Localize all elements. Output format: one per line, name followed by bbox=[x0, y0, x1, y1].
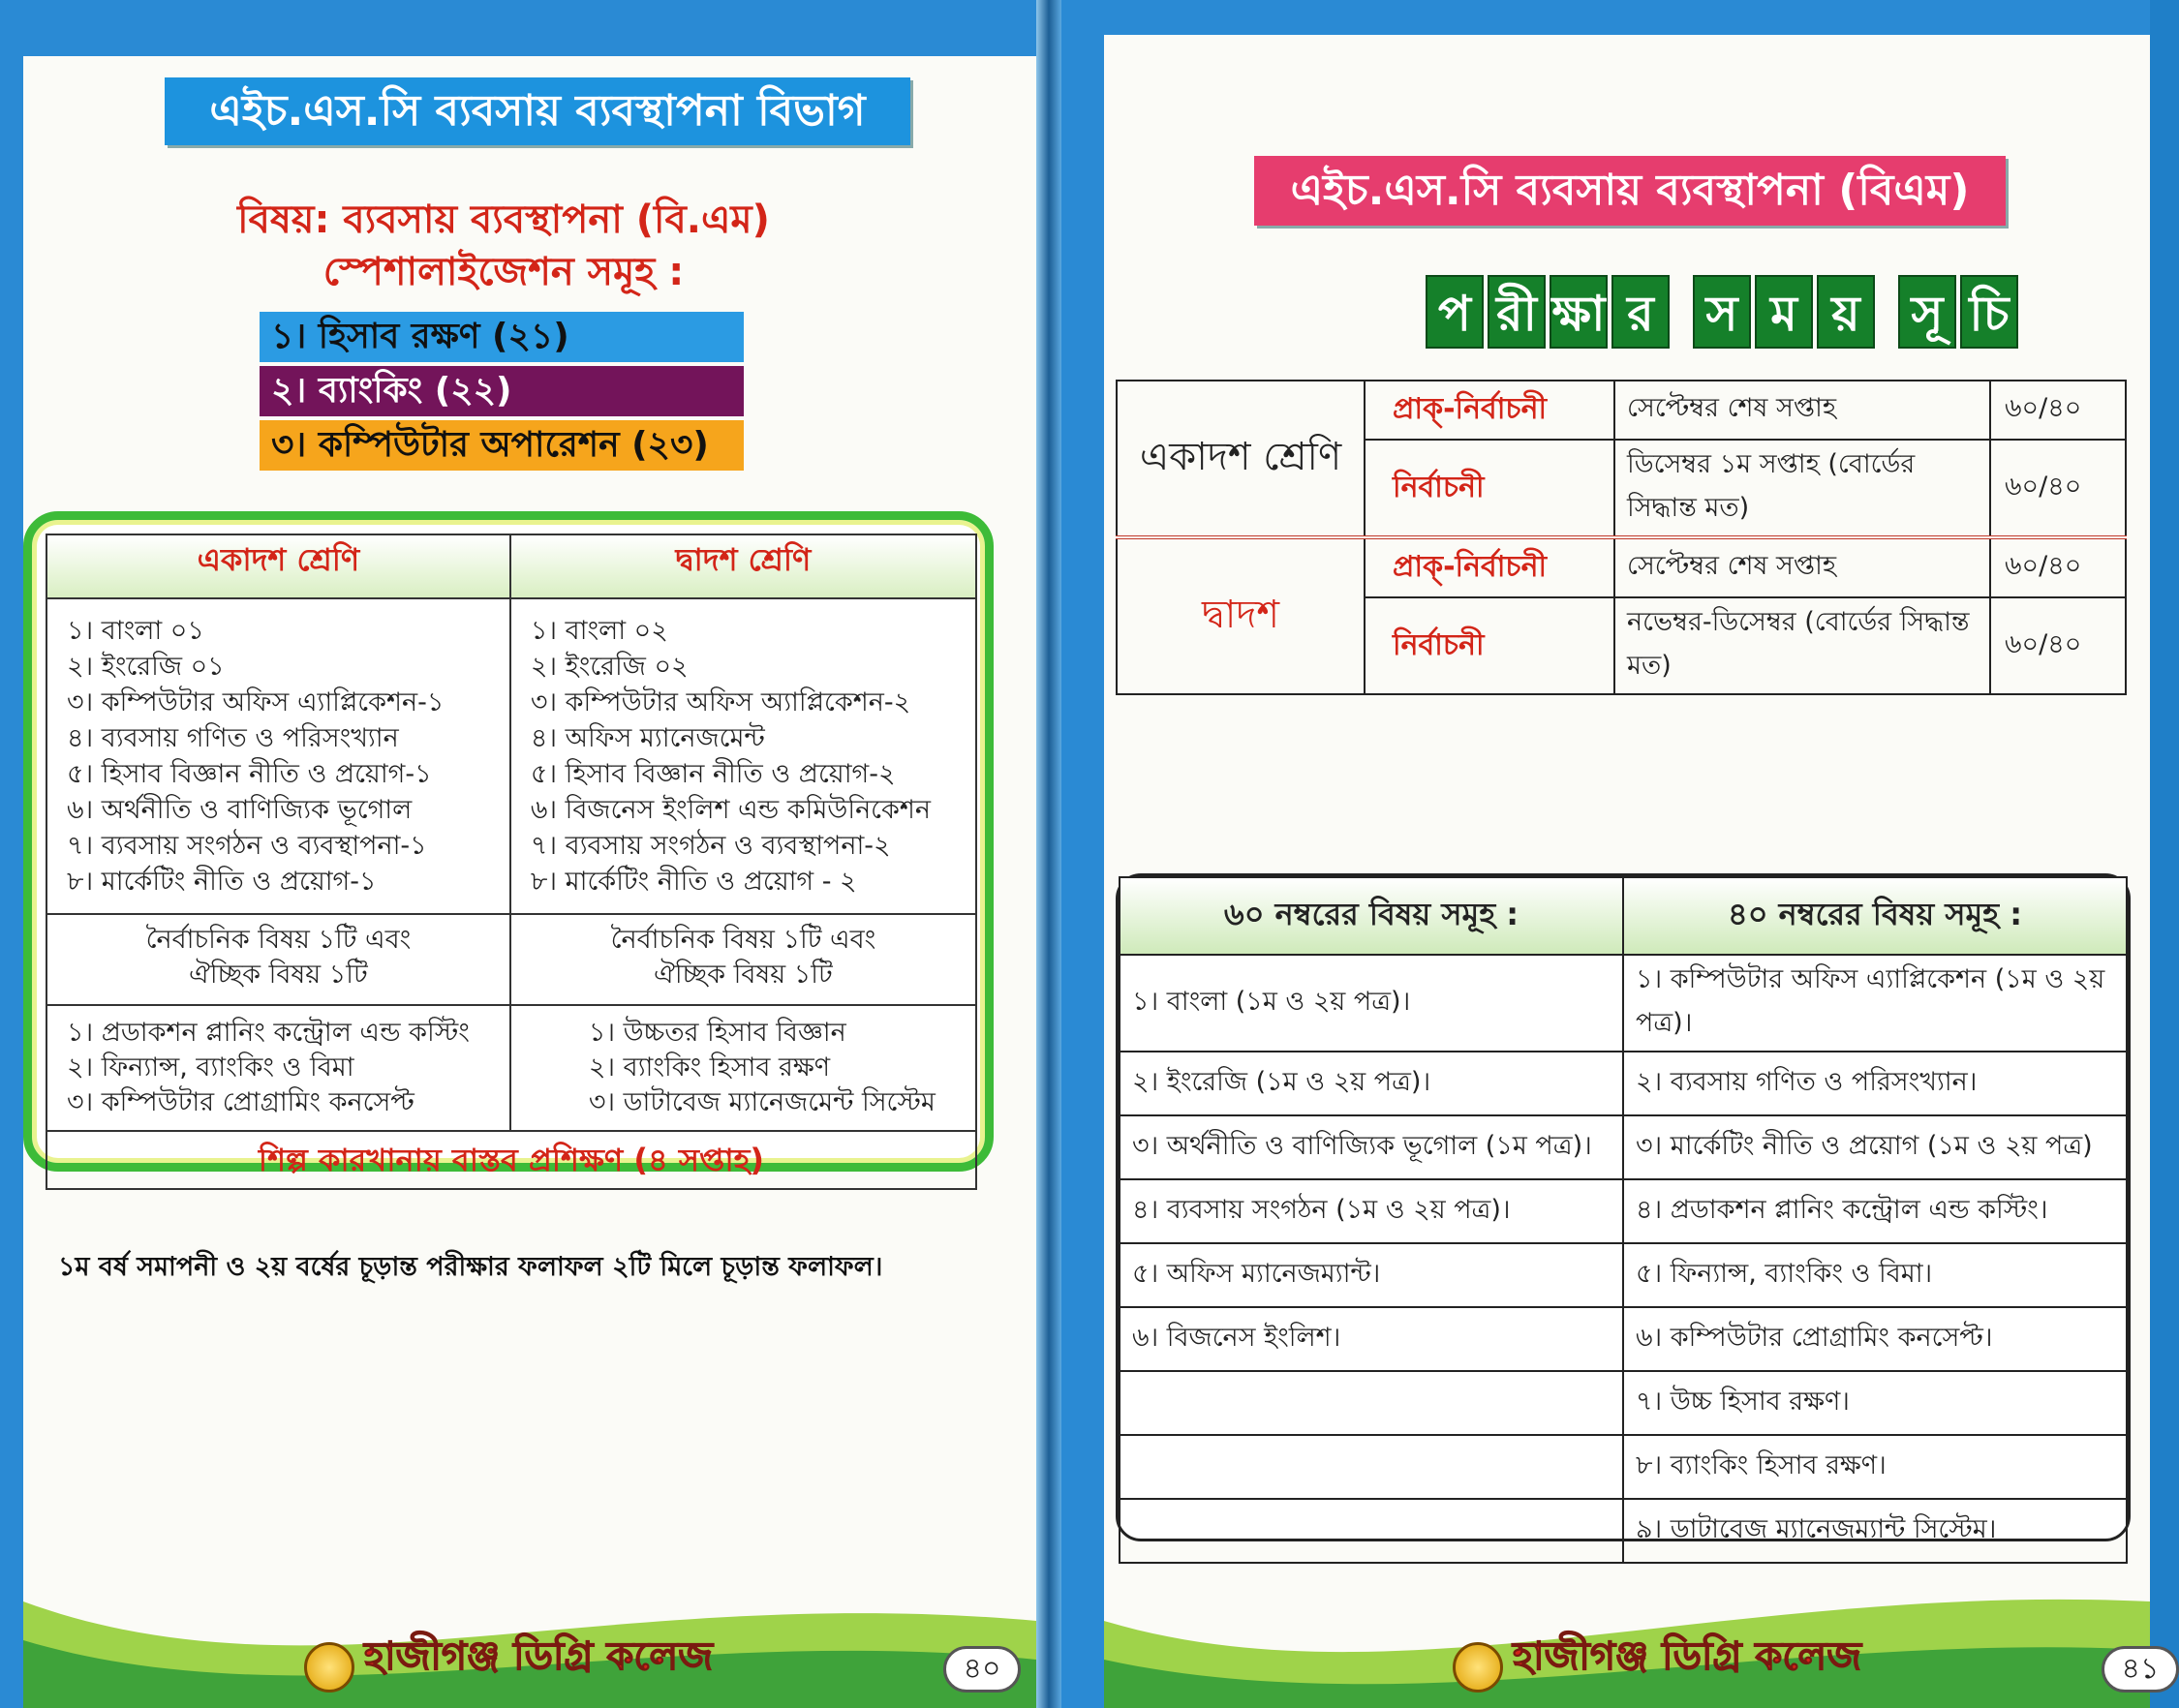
exam-time: সেপ্টেম্বর শেষ সপ্তাহ bbox=[1614, 381, 1990, 440]
table-cell bbox=[1120, 1499, 1623, 1563]
table-cell: ৩। মার্কেটিং নীতি ও প্রয়োগ (১ম ও ২য় পত্র) bbox=[1623, 1115, 2127, 1179]
class-11-optional bbox=[46, 914, 510, 1005]
page-number: ৪১ bbox=[2102, 1646, 2179, 1693]
list-item: ৪। ব্যবসায় গণিত ও পরিসংখ্যান bbox=[67, 723, 399, 753]
marks-60-header: ৬০ নম্বরের বিষয় সমূহ : bbox=[1120, 877, 1623, 955]
specialization-computer-operation: ৩। কম্পিউটার অপারেশন (২৩) bbox=[260, 420, 744, 471]
table-cell bbox=[1120, 1435, 1623, 1499]
table-cell: ৪। ব্যবসায় সংগঠন (১ম ও ২য় পত্র)। bbox=[1120, 1179, 1623, 1243]
list-item: ১। প্রডাকশন প্লানিং কন্ট্রোল এন্ড কস্টিং bbox=[67, 1018, 470, 1048]
title-char: রী bbox=[1488, 275, 1546, 349]
table-cell: ২। ইংরেজি (১ম ও ২য় পত্র)। bbox=[1120, 1052, 1623, 1115]
table-cell: ৩। অর্থনীতি ও বাণিজ্যিক ভূগোল (১ম পত্র)। bbox=[1120, 1115, 1623, 1179]
optional-line: ঐচ্ছিক বিষয় ১টি bbox=[654, 960, 833, 990]
table-cell: ৪। প্রডাকশন প্লানিং কন্ট্রোল এন্ড কস্টিং। bbox=[1623, 1179, 2127, 1243]
exam-schedule-table bbox=[1116, 380, 2127, 695]
exam-type: নির্বাচনী bbox=[1365, 440, 1614, 537]
exam-time: সেপ্টেম্বর শেষ সপ্তাহ bbox=[1614, 537, 1990, 597]
college-emblem-icon bbox=[1453, 1642, 1503, 1693]
list-item: ১। উচ্চতর হিসাব বিজ্ঞান bbox=[588, 1018, 846, 1048]
table-cell: ২। ব্যবসায় গণিত ও পরিসংখ্যান। bbox=[1623, 1052, 2127, 1115]
exam-time: ডিসেম্বর ১ম সপ্তাহ (বোর্ডের সিদ্ধান্ত মত) bbox=[1614, 440, 1990, 537]
left-page bbox=[0, 0, 1036, 1708]
marks-40-header: ৪০ নম্বরের বিষয় সমূহ : bbox=[1623, 877, 2127, 955]
list-item: ৫। হিসাব বিজ্ঞান নীতি ও প্রয়োগ-১ bbox=[67, 759, 432, 789]
exam-marks: ৬০/৪০ bbox=[1990, 440, 2126, 537]
table-cell: ৫। অফিস ম্যানেজম্যান্ট। bbox=[1120, 1243, 1623, 1307]
college-emblem-icon bbox=[304, 1642, 354, 1693]
exam-marks: ৬০/৪০ bbox=[1990, 537, 2126, 597]
exam-schedule-title bbox=[1426, 275, 2018, 349]
marks-table-frame bbox=[1116, 873, 2131, 1544]
title-char: ক্ষা bbox=[1550, 275, 1608, 349]
title-char: স bbox=[1693, 275, 1751, 349]
table-cell: ৬। কম্পিউটার প্রোগ্রামিং কনসেপ্ট। bbox=[1623, 1307, 2127, 1371]
subject-title: বিষয়: ব্যবসায় ব্যবস্থাপনা (বি.এম) bbox=[237, 198, 770, 242]
list-item: ২। ইংরেজি ০২ bbox=[530, 652, 689, 682]
list-item: ৩। ডাটাবেজ ম্যানেজমেন্ট সিস্টেম bbox=[588, 1087, 936, 1117]
list-item: ১। বাংলা ০২ bbox=[530, 616, 668, 646]
list-item: ২। ফিন্যান্স, ব্যাংকিং ও বিমা bbox=[67, 1052, 354, 1083]
table-cell: ৫। ফিন্যান্স, ব্যাংকিং ও বিমা। bbox=[1623, 1243, 2127, 1307]
marks-table bbox=[1119, 876, 2128, 1564]
title-char: র bbox=[1611, 275, 1670, 349]
college-name: হাজীগঞ্জ ডিগ্রি কলেজ bbox=[364, 1634, 714, 1679]
table-cell: ১। বাংলা (১ম ও ২য় পত্র)। bbox=[1120, 955, 1623, 1052]
list-item: ৬। বিজনেস ইংলিশ এন্ড কমিউনিকেশন bbox=[530, 795, 932, 825]
department-banner: এইচ.এস.সি ব্যবসায় ব্যবস্থাপনা বিভাগ bbox=[165, 77, 910, 145]
page-number: ৪০ bbox=[943, 1646, 1021, 1693]
list-item: ৩। কম্পিউটার অফিস এ্যাপ্লিকেশন-১ bbox=[67, 687, 445, 717]
list-item: ২। ব্যাংকিং হিসাব রক্ষণ bbox=[588, 1052, 831, 1083]
list-item: ৮। মার্কেটিং নীতি ও প্রয়োগ - ২ bbox=[530, 867, 857, 897]
exam-type: প্রাক্-নির্বাচনী bbox=[1365, 537, 1614, 597]
list-item: ৩। কম্পিউটার অফিস অ্যাপ্লিকেশন-২ bbox=[530, 687, 911, 717]
specialization-banking: ২। ব্যাংকিং (২২) bbox=[260, 366, 744, 416]
list-item: ৭। ব্যবসায় সংগঠন ও ব্যবস্থাপনা-২ bbox=[530, 831, 891, 861]
list-item: ৪। অফিস ম্যানেজমেন্ট bbox=[530, 723, 765, 753]
exam-type: নির্বাচনী bbox=[1365, 597, 1614, 694]
college-name: হাজীগঞ্জ ডিগ্রি কলেজ bbox=[1513, 1634, 1862, 1679]
exam-marks: ৬০/৪০ bbox=[1990, 597, 2126, 694]
title-char: য় bbox=[1817, 275, 1875, 349]
class-11-electives bbox=[46, 1005, 510, 1131]
table-cell: ৬। বিজনেস ইংলিশ। bbox=[1120, 1307, 1623, 1371]
exam-type: প্রাক্-নির্বাচনী bbox=[1365, 381, 1614, 440]
subject-table bbox=[46, 534, 977, 1190]
exam-time: নভেম্বর-ডিসেম্বর (বোর্ডের সিদ্ধান্ত মত) bbox=[1614, 597, 1990, 694]
class-11-label: একাদশ শ্রেণি bbox=[1117, 381, 1365, 537]
class-12-label: দ্বাদশ bbox=[1117, 537, 1365, 694]
class-12-subjects bbox=[510, 598, 976, 914]
specialization-accounting: ১। হিসাব রক্ষণ (২১) bbox=[260, 312, 744, 362]
class-11-header: একাদশ শ্রেণি bbox=[46, 534, 510, 598]
book-spine bbox=[1036, 0, 1061, 1708]
training-footer: শিল্প কারখানায় বাস্তব প্রশিক্ষণ (৪ সপ্তাহ) bbox=[46, 1131, 976, 1189]
list-item: ২। ইংরেজি ০১ bbox=[67, 652, 225, 682]
optional-line: ঐচ্ছিক বিষয় ১টি bbox=[189, 960, 368, 990]
title-char: চি bbox=[1960, 275, 2018, 349]
title-char: সূ bbox=[1898, 275, 1956, 349]
list-item: ৮। মার্কেটিং নীতি ও প্রয়োগ-১ bbox=[67, 867, 377, 897]
class-12-header: দ্বাদশ শ্রেণি bbox=[510, 534, 976, 598]
list-item: ৬। অর্থনীতি ও বাণিজ্যিক ভূগোল bbox=[67, 795, 413, 825]
list-item: ৩। কম্পিউটার প্রোগ্রামিং কনসেপ্ট bbox=[67, 1087, 414, 1117]
right-page bbox=[1061, 0, 2160, 1708]
subject-table-frame bbox=[23, 511, 994, 1178]
result-note: ১ম বর্ষ সমাপনী ও ২য় বর্ষের চূড়ান্ত পরীক্ষার ফলাফল ২টি মিলে চূড়ান্ত ফলাফল। bbox=[58, 1252, 883, 1282]
table-cell: ৭। উচ্চ হিসাব রক্ষণ। bbox=[1623, 1371, 2127, 1435]
list-item: ৭। ব্যবসায় সংগঠন ও ব্যবস্থাপনা-১ bbox=[67, 831, 427, 861]
title-char: ম bbox=[1755, 275, 1813, 349]
specialization-heading: স্পেশালাইজেশন সমূহ : bbox=[322, 250, 685, 294]
class-11-subjects bbox=[46, 598, 510, 914]
table-cell bbox=[1120, 1371, 1623, 1435]
list-item: ৫। হিসাব বিজ্ঞান নীতি ও প্রয়োগ-২ bbox=[530, 759, 896, 789]
program-banner: এইচ.এস.সি ব্যবসায় ব্যবস্থাপনা (বিএম) bbox=[1254, 156, 2006, 226]
optional-line: নৈর্বাচনিক বিষয় ১টি এবং bbox=[145, 925, 412, 955]
class-12-electives bbox=[510, 1005, 976, 1131]
table-cell: ৮। ব্যাংকিং হিসাব রক্ষণ। bbox=[1623, 1435, 2127, 1499]
table-cell: ১। কম্পিউটার অফিস এ্যাপ্লিকেশন (১ম ও ২য় পত্র)। bbox=[1623, 955, 2127, 1052]
title-char: প bbox=[1426, 275, 1484, 349]
table-cell: ৯। ডাটাবেজ ম্যানেজম্যান্ট সিস্টেম। bbox=[1623, 1499, 2127, 1563]
optional-line: নৈর্বাচনিক বিষয় ১টি এবং bbox=[610, 925, 876, 955]
list-item: ১। বাংলা ০১ bbox=[67, 616, 204, 646]
exam-marks: ৬০/৪০ bbox=[1990, 381, 2126, 440]
class-12-optional bbox=[510, 914, 976, 1005]
